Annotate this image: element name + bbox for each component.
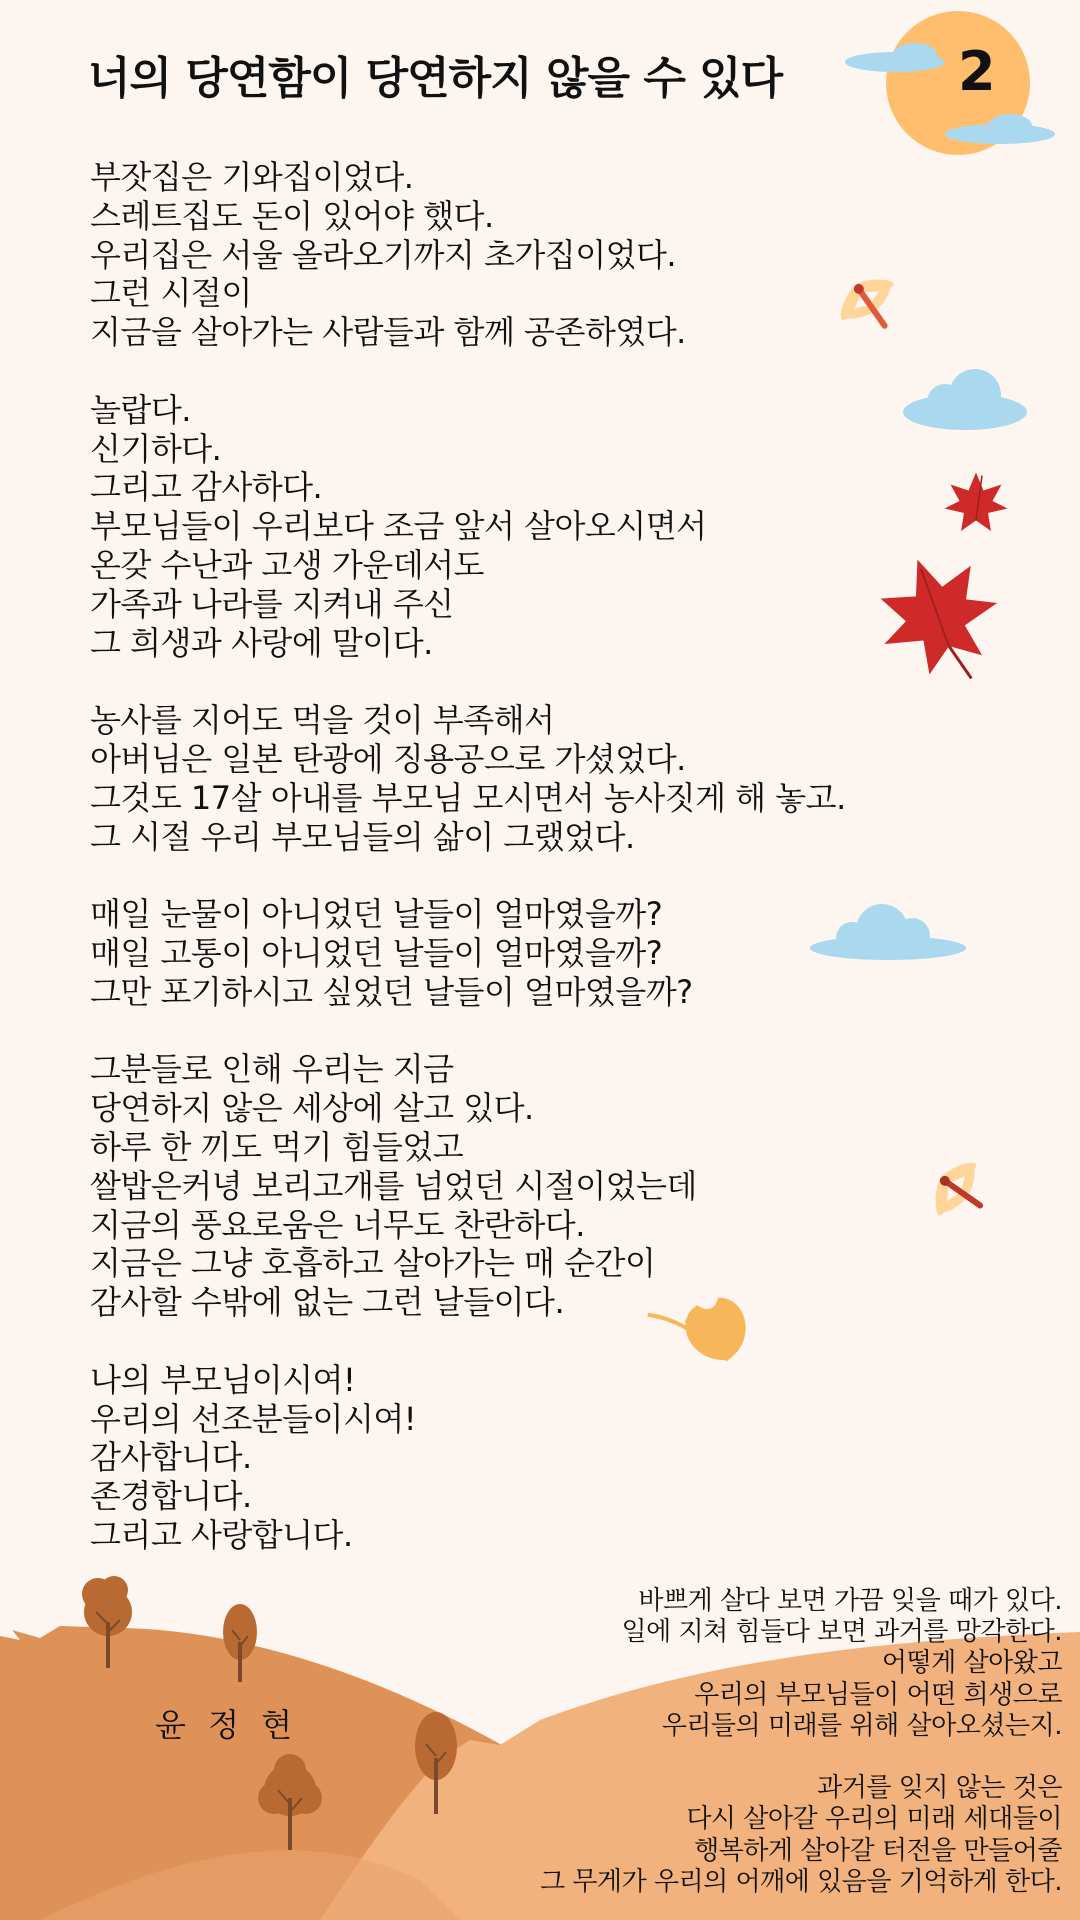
poem-stanza — [90, 701, 950, 856]
poem-line: 온갖 수난과 고생 가운데서도 — [90, 545, 484, 584]
poem-line: 지금의 풍요로움은 너무도 찬란하다. — [90, 1205, 585, 1244]
footnote-line: 바쁘게 살다 보면 가끔 잊을 때가 있다. — [638, 1586, 1062, 1616]
poem-line: 존경합니다. — [90, 1477, 252, 1516]
footnote-line: 일에 지쳐 힘들다 보면 과거를 망각한다. — [621, 1617, 1062, 1648]
poem-line: 그만 포기하시고 싶었던 날들이 얼마였을까? — [90, 972, 693, 1011]
poem-line: 스레트집도 돈이 있어야 했다. — [90, 196, 494, 235]
poem-line: 가족과 나라를 지켜내 주신 — [90, 584, 454, 623]
poem-line: 농사를 지어도 먹을 것이 부족해서 — [90, 701, 555, 740]
footnote-line: 행복하게 살아갈 터전을 만들어줄 — [694, 1835, 1062, 1866]
poem-line: 쌀밥은커녕 보리고개를 넘었던 시절이었는데 — [90, 1166, 697, 1205]
cloud-icon — [845, 43, 945, 72]
poem-line: 그 시절 우리 부모님들의 삶이 그랬었다. — [90, 817, 635, 856]
maple-leaf-icon — [945, 473, 1008, 532]
footnote-line: 어떻게 살아왔고 — [881, 1648, 1062, 1679]
footnote-line: 다시 살아갈 우리의 미래 세대들이 — [686, 1804, 1062, 1835]
page-number: 2 — [958, 40, 996, 103]
poem-line: 나의 부모님이시여! — [90, 1360, 356, 1399]
poem-stanza — [90, 1361, 950, 1555]
footnote-line: 그 무게가 우리의 어깨에 있음을 기억하게 한다. — [539, 1866, 1062, 1897]
poem-line: 아버님은 일본 탄광에 징용공으로 가셨었다. — [90, 739, 686, 778]
poem-line: 그 희생과 사랑에 말이다. — [90, 623, 433, 662]
footnote-stanza — [442, 1773, 1062, 1898]
footnote-line: 과거를 잊지 않는 것은 — [817, 1773, 1062, 1804]
page-title: 너의 당연함이 당연하지 않을 수 있다 — [88, 53, 783, 104]
poem-line: 그분들로 인해 우리는 지금 — [90, 1050, 454, 1089]
poem-line: 그리고 사랑합니다. — [90, 1515, 353, 1554]
poem-line: 지금을 살아가는 사람들과 함께 공존하였다. — [90, 313, 686, 352]
poem-line: 매일 눈물이 아니었던 날들이 얼마였을까? — [90, 895, 663, 934]
poem-line: 부잣집은 기와집이었다. — [90, 158, 414, 196]
poem-stanza — [90, 895, 950, 1011]
footnote-line: 우리의 부모님들이 어떤 희생으로 — [694, 1679, 1062, 1710]
poem-line: 감사합니다. — [90, 1438, 252, 1477]
poem-stanza — [90, 158, 950, 352]
poem-stanza — [90, 1050, 950, 1322]
poem-line: 지금은 그냥 호흡하고 살아가는 매 순간이 — [90, 1244, 656, 1283]
footnote-stanza — [442, 1586, 1062, 1742]
author-name: 윤 정 현 — [155, 1706, 299, 1744]
poem-line: 매일 고통이 아니었던 날들이 얼마였을까? — [90, 933, 663, 972]
poem-line: 감사할 수밖에 없는 그런 날들이다. — [90, 1283, 565, 1322]
poem-line: 신기하다. — [90, 429, 222, 468]
poem-body — [90, 158, 950, 1555]
poem-line: 그리고 감사하다. — [90, 468, 323, 507]
poem-stanza — [90, 391, 950, 663]
poem-line: 그것도 17살 아내를 부모님 모시면서 농사짓게 해 놓고. — [90, 778, 846, 817]
poem-line: 부모님들이 우리보다 조금 앞서 살아오시면서 — [90, 507, 707, 546]
footnote-text — [442, 1586, 1062, 1898]
poem-line: 당연하지 않은 세상에 살고 있다. — [90, 1089, 534, 1128]
poem-line: 하루 한 끼도 먹기 힘들었고 — [90, 1127, 464, 1166]
poem-line: 그런 시절이 — [90, 274, 252, 313]
poem-line: 우리집은 서울 올라오기까지 초가집이었다. — [90, 235, 677, 274]
poem-line: 우리의 선조분들이시여! — [90, 1399, 417, 1438]
footnote-line: 우리들의 미래를 위해 살아오셨는지. — [661, 1710, 1062, 1741]
poem-line: 놀랍다. — [90, 390, 191, 429]
